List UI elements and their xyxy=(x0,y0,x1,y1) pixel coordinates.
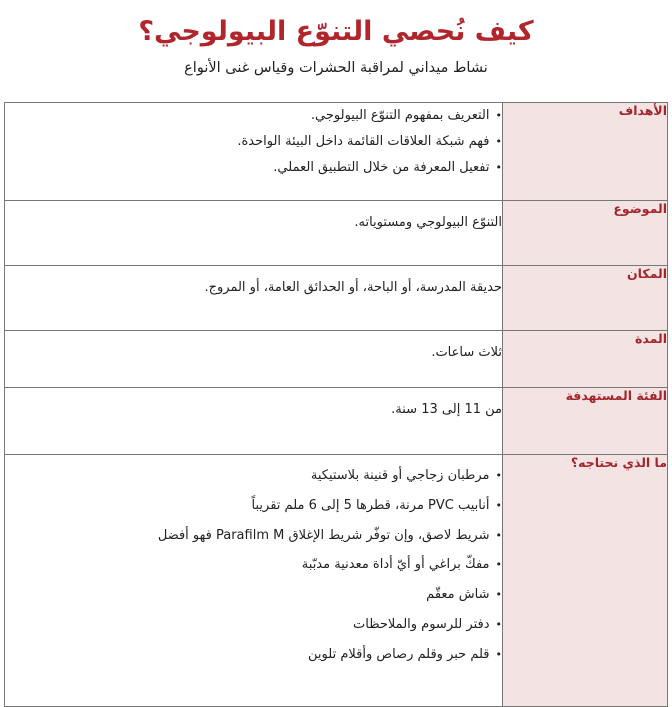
list-item xyxy=(5,610,502,640)
list-item xyxy=(5,155,502,181)
content-audience xyxy=(5,388,503,455)
topic-value: التنوّع البيولوجي ومستوياته. xyxy=(354,215,502,230)
table-row-needs xyxy=(5,455,668,707)
table-row-place xyxy=(5,266,668,331)
label-place: المكان xyxy=(503,266,668,331)
list-item xyxy=(5,550,502,580)
label-goals: الأهداف xyxy=(503,103,668,201)
goals-list xyxy=(5,103,502,181)
audience-value: من 11 إلى 13 سنة. xyxy=(391,402,502,417)
bullet-icon: • xyxy=(495,109,502,122)
table-row-goals xyxy=(5,103,668,201)
page-title: كيف نُحصي التنوّع البيولوجي؟ xyxy=(138,16,534,47)
list-item xyxy=(5,580,502,610)
activity-table xyxy=(4,102,668,707)
list-item-text: تفعيل المعرفة من خلال التطبيق العملي. xyxy=(273,160,490,175)
list-item-text: شريط لاصق، وإن توفّر شريط الإغلاق Parafilm M فهو أفضل xyxy=(157,527,490,543)
list-item-text: مرطبان زجاجي أو قنينة بلاستيكية xyxy=(310,468,490,483)
list-item xyxy=(5,491,502,521)
content-goals xyxy=(5,103,503,201)
list-item-text: مفكّ براغي أو أيّ أداة معدنية مدبّبة xyxy=(301,557,490,573)
list-item xyxy=(5,129,502,155)
bullet-icon: • xyxy=(495,498,502,512)
table-row-topic xyxy=(5,201,668,266)
bullet-icon: • xyxy=(495,558,502,572)
table-row-duration xyxy=(5,331,668,388)
bullet-icon: • xyxy=(495,617,502,631)
list-item xyxy=(5,103,502,129)
label-audience: الفئة المستهدفة xyxy=(503,388,668,455)
label-topic: الموضوع xyxy=(503,201,668,266)
list-item xyxy=(5,461,502,491)
content-needs xyxy=(5,455,503,707)
bullet-icon: • xyxy=(495,135,502,148)
table-row-audience xyxy=(5,388,668,455)
label-needs: ما الذي نحتاجه؟ xyxy=(503,455,668,707)
bullet-icon: • xyxy=(495,161,502,174)
page-subtitle: نشاط ميداني لمراقبة الحشرات وقياس غنى الأنواع xyxy=(184,60,488,76)
list-item xyxy=(5,640,502,670)
duration-value: ثلاث ساعات. xyxy=(431,345,502,360)
content-duration xyxy=(5,331,503,388)
bullet-icon: • xyxy=(495,647,502,661)
list-item-text: دفتر للرسوم والملاحظات xyxy=(353,616,490,632)
list-item-text: التعريف بمفهوم التنوّع البيولوجي. xyxy=(310,108,490,123)
needs-list xyxy=(5,461,502,670)
bullet-icon: • xyxy=(495,588,502,602)
bullet-icon: • xyxy=(495,469,502,482)
label-duration: المدة xyxy=(503,331,668,388)
list-item-text: قلم حبر وقلم رصاص وأقلام تلوين xyxy=(308,646,490,662)
list-item xyxy=(5,521,502,551)
content-place xyxy=(5,266,503,331)
list-item-text: فهم شبكة العلاقات القائمة داخل البيئة الواحدة. xyxy=(237,134,490,149)
list-item-text: شاش معقّم xyxy=(426,587,490,603)
bullet-icon: • xyxy=(495,528,502,542)
list-item-text: أنابيب PVC مرنة، قطرها 5 إلى 6 ملم تقريباً xyxy=(251,497,490,513)
place-value: حديقة المدرسة، أو الباحة، أو الحدائق العامة، أو المروج. xyxy=(204,280,502,295)
content-topic xyxy=(5,201,503,266)
